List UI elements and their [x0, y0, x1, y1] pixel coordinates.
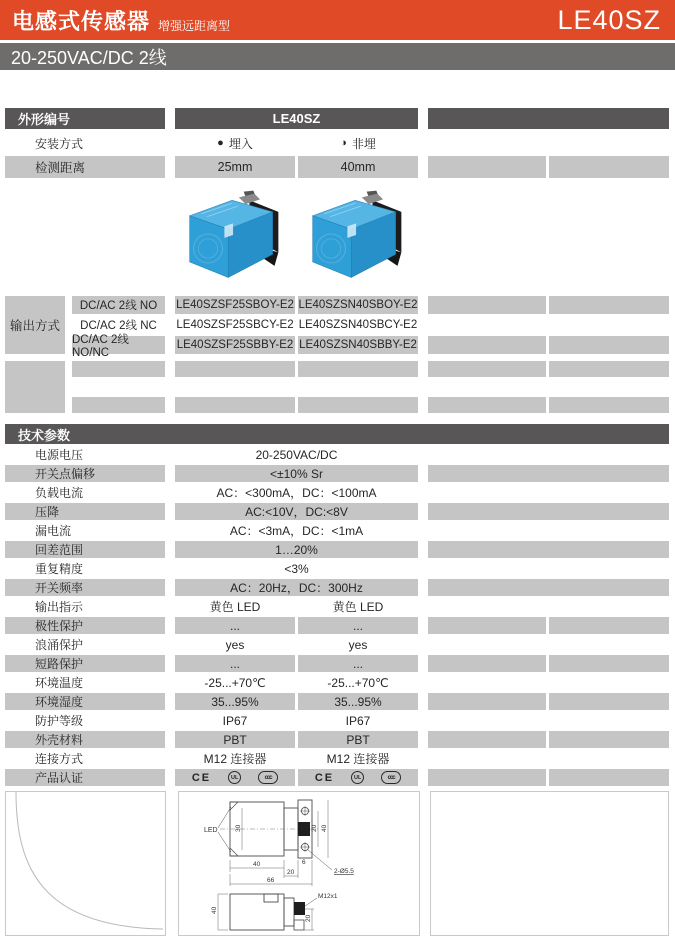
- spare-cell: [72, 397, 165, 413]
- decorative-arc-panel: [5, 791, 166, 936]
- tech-empty-cell: [428, 465, 669, 482]
- holes-label: 2-Ø5.5: [334, 867, 354, 875]
- distance-value-nonflush: 40mm: [298, 156, 418, 178]
- tech-row-voltagedrop: [5, 503, 675, 520]
- tech-row-protection: [5, 712, 675, 729]
- tech-label: 回差范围: [5, 541, 165, 558]
- tech-value: IP67: [222, 713, 248, 728]
- spare-cell: [428, 397, 546, 413]
- output-empty-cell: [428, 336, 546, 354]
- tech-row-shortcircuit: [5, 655, 675, 672]
- spare-cell: [549, 397, 669, 413]
- tech-label: 极性保护: [5, 617, 165, 634]
- tech-empty-cell: [428, 655, 546, 672]
- tech-label: 环境湿度: [5, 693, 165, 710]
- tech-value: PBT: [175, 731, 295, 748]
- distance-value-flush: 25mm: [175, 156, 295, 178]
- mount-option-nonflush: [298, 132, 418, 154]
- product-photo-nonflush: [298, 189, 418, 281]
- tech-value: yes: [225, 637, 245, 652]
- half-circle-icon: ◑: [340, 137, 347, 149]
- tech-value: <3%: [284, 561, 309, 576]
- tech-value: ...: [298, 655, 418, 672]
- tech-label: 输出指示: [35, 600, 84, 614]
- tech-row-connection: [5, 750, 675, 767]
- distance-empty-cell: [428, 156, 546, 178]
- tech-value: AC:<10V，DC:<8V: [175, 503, 418, 520]
- ul-mark-icon: UL: [351, 771, 364, 784]
- distance-label: 检测距离: [5, 156, 165, 178]
- tech-label: 负载电流: [35, 486, 84, 500]
- tech-label: 开关点偏移: [5, 465, 165, 482]
- dim-body-width: 40: [253, 860, 261, 868]
- series-bar: [0, 43, 675, 70]
- tech-label: 漏电流: [35, 524, 72, 538]
- output-model: LE40SZSF25SBBY-E2: [175, 336, 295, 354]
- output-type: DC/AC 2线 NO: [72, 296, 165, 314]
- tech-row-switchpoint: [5, 465, 675, 482]
- series-label: 20-250VAC/DC 2线: [11, 47, 167, 68]
- tech-label: 电源电压: [35, 448, 84, 462]
- tech-row-frequency: [5, 579, 675, 596]
- spare-label-cell: [5, 361, 65, 413]
- tech-value: 35...95%: [175, 693, 295, 710]
- tech-row-polarity: [5, 617, 675, 634]
- ccc-mark-icon: ccc: [258, 771, 278, 784]
- cert-cell: [175, 769, 295, 786]
- mount-option-flush: [175, 132, 295, 154]
- mount-option-nonflush-label: 非埋: [351, 136, 376, 151]
- arc-decoration: [6, 792, 165, 935]
- tech-label: 浪涌保护: [35, 638, 84, 652]
- output-model: LE40SZSF25SBCY-E2: [176, 319, 294, 331]
- spare-table: [5, 361, 675, 413]
- output-table: [5, 296, 675, 359]
- tech-value: 1…20%: [175, 541, 418, 558]
- tech-value: ...: [298, 617, 418, 634]
- tech-row-surge: [5, 636, 675, 653]
- tech-label: 环境温度: [35, 676, 84, 690]
- output-model: LE40SZSF25SBOY-E2: [175, 296, 295, 314]
- output-type: DC/AC 2线 NC: [80, 320, 157, 332]
- tech-row-housing: [5, 731, 675, 748]
- tech-value: 35...95%: [298, 693, 418, 710]
- spare-cell: [175, 397, 295, 413]
- tech-value: AC：<3mA，DC：<1mA: [229, 524, 364, 538]
- mount-row: [5, 132, 675, 154]
- ce-mark-icon: CE: [314, 771, 335, 784]
- product-images: [175, 178, 675, 291]
- tech-label: 重复精度: [35, 562, 84, 576]
- tech-empty-cell: [428, 579, 669, 596]
- ce-mark-icon: CE: [191, 771, 212, 784]
- tech-value: 20-250VAC/DC: [255, 447, 338, 462]
- tech-empty-cell: [428, 503, 669, 520]
- tech-row-power: [5, 446, 675, 463]
- tech-label: 短路保护: [5, 655, 165, 672]
- distance-empty-cell: [549, 156, 669, 178]
- tech-label: 外壳材料: [5, 731, 165, 748]
- distance-row: [5, 156, 675, 178]
- sensor-cube-image: [182, 189, 288, 281]
- mount-label: 安装方式: [35, 136, 84, 151]
- tech-value: yes: [348, 637, 368, 652]
- output-model: LE40SZSN40SBCY-E2: [298, 319, 418, 331]
- tech-empty-cell: [428, 731, 546, 748]
- shape-header-label: 外形编号: [5, 108, 165, 129]
- tech-label: 产品认证: [5, 769, 165, 786]
- tech-value: 黄色 LED: [332, 600, 384, 614]
- tech-empty-cell: [549, 655, 669, 672]
- tech-empty-cell: [428, 541, 669, 558]
- output-model: LE40SZSN40SBBY-E2: [298, 336, 418, 354]
- tech-value: M12 连接器: [203, 752, 267, 766]
- output-type: DC/AC 2线 NO/NC: [72, 336, 165, 354]
- ccc-mark-icon: ccc: [381, 771, 401, 784]
- shape-header-empty: [428, 108, 669, 129]
- ul-mark-icon: UL: [228, 771, 241, 784]
- tech-value: AC：<300mA，DC：<100mA: [216, 486, 377, 500]
- thread-label: M12x1: [318, 892, 338, 900]
- tech-section-title: 技术参数: [18, 427, 71, 443]
- dim-hole-span: 20: [311, 824, 318, 832]
- model-name: LE40SZ: [557, 4, 661, 35]
- tech-empty-cell: [549, 693, 669, 710]
- spare-cell: [175, 361, 295, 377]
- page-header: [0, 0, 675, 40]
- tech-value: IP67: [345, 713, 371, 728]
- output-empty-cell: [549, 336, 669, 354]
- tech-empty-cell: [549, 617, 669, 634]
- tech-row-humidity: [5, 693, 675, 710]
- shape-model-header: LE40SZ: [175, 108, 418, 129]
- flush-circle-icon: ●: [217, 137, 224, 149]
- shape-header-row: [5, 108, 675, 129]
- tech-label: 压降: [5, 503, 165, 520]
- output-label: 输出方式: [5, 296, 65, 354]
- dim-total-width: 66: [267, 876, 275, 884]
- tech-label: 防护等级: [35, 714, 84, 728]
- dim-neck-width: 20: [287, 868, 295, 876]
- cert-cell: [298, 769, 418, 786]
- tech-label: 开关频率: [5, 579, 165, 596]
- tech-empty-cell: [428, 693, 546, 710]
- tech-empty-cell: [549, 769, 669, 786]
- tech-empty-cell: [549, 731, 669, 748]
- dim-body-height: 40: [321, 824, 328, 832]
- tech-value: 黄色 LED: [209, 600, 261, 614]
- tech-label: 连接方式: [35, 752, 84, 766]
- tech-value: PBT: [298, 731, 418, 748]
- spare-cell: [298, 397, 418, 413]
- output-model: LE40SZSN40SBOY-E2: [298, 296, 418, 314]
- tech-value: -25...+70℃: [327, 675, 389, 690]
- tech-row-loadcurrent: [5, 484, 675, 501]
- tech-row-temperature: [5, 674, 675, 691]
- bottom-panels: [5, 791, 670, 936]
- dimension-drawing: [184, 794, 414, 934]
- dim-flange: 6: [302, 858, 306, 866]
- tech-value: -25...+70℃: [204, 675, 266, 690]
- tech-value: ...: [175, 617, 295, 634]
- empty-panel: [430, 791, 669, 936]
- tech-value: <±10% Sr: [175, 465, 418, 482]
- tech-value: ...: [175, 655, 295, 672]
- tech-empty-cell: [428, 617, 546, 634]
- sensor-cube-image: [305, 189, 411, 281]
- output-empty-cell: [428, 296, 546, 314]
- tech-value: M12 连接器: [326, 752, 390, 766]
- dim-inner-height: 30: [235, 824, 242, 832]
- spare-cell: [428, 361, 546, 377]
- output-empty-cell: [549, 296, 669, 314]
- spare-cell: [549, 361, 669, 377]
- tech-row-hysteresis: [5, 541, 675, 558]
- tech-section-header: [5, 424, 669, 444]
- tech-empty-cell: [428, 769, 546, 786]
- product-photo-flush: [175, 189, 295, 281]
- spare-cell: [298, 361, 418, 377]
- tech-value: AC：20Hz，DC：300Hz: [175, 579, 418, 596]
- side-height: 40: [211, 906, 218, 914]
- spare-cell: [72, 361, 165, 377]
- led-label: LED: [204, 826, 218, 834]
- side-connector: 20: [305, 914, 312, 922]
- tech-row-repeatability: [5, 560, 675, 577]
- mount-option-flush-label: 埋入: [228, 136, 253, 151]
- page-subtitle: 增强远距离型: [158, 18, 231, 33]
- page-title: 电感式传感器: [12, 8, 151, 34]
- tech-row-indicator: [5, 598, 675, 615]
- dimension-drawing-panel: [178, 791, 420, 936]
- tech-row-certification: [5, 769, 675, 786]
- tech-row-leakage: [5, 522, 675, 539]
